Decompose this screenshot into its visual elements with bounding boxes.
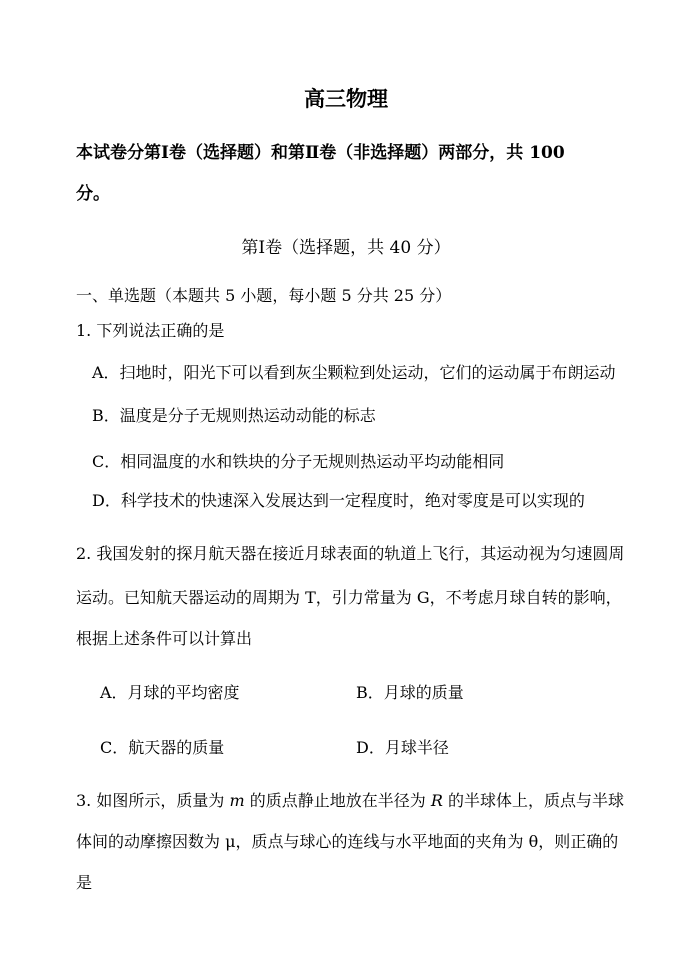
question-1-option-a: A．扫地时，阳光下可以看到灰尘颗粒到处运动，它们的运动属于布朗运动: [92, 363, 616, 382]
mass-symbol: m: [229, 791, 245, 810]
question-1-stem: 1. 下列说法正确的是: [76, 321, 225, 340]
question-3-stem-line-3: 是: [76, 873, 93, 892]
question-2-option-d: D．月球半径: [356, 738, 449, 757]
page-title: 高三物理: [304, 86, 388, 111]
question-2-option-b: B．月球的质量: [356, 683, 464, 702]
question-2-stem-line-1: 2. 我国发射的探月航天器在接近月球表面的轨道上飞行，其运动视为匀速圆周: [76, 544, 625, 563]
part1-heading: 第Ⅰ卷（选择题，共 40 分）: [241, 238, 451, 258]
question-3-stem-line-2: 体间的动摩擦因数为 μ，质点与球心的连线与水平地面的夹角为 θ，则正确的: [76, 832, 619, 851]
question-3-text-c: 的半球体上，质点与半球: [442, 791, 624, 810]
question-1-option-c: C．相同温度的水和铁块的分子无规则热运动平均动能相同: [92, 452, 505, 471]
question-1-option-b: B．温度是分子无规则热运动动能的标志: [92, 406, 376, 425]
question-3-stem-line-1: [76, 793, 624, 809]
question-2-option-a: A．月球的平均密度: [100, 683, 240, 702]
question-1-option-d: D．科学技术的快速深入发展达到一定程度时，绝对零度是可以实现的: [92, 491, 585, 510]
section1-heading: 一、单选题（本题共 5 小题，每小题 5 分共 25 分）: [76, 286, 452, 305]
intro-line-2: 分。: [76, 184, 110, 204]
question-2-stem-line-2: 运动。已知航天器运动的周期为 T，引力常量为 G，不考虑月球自转的影响，: [76, 588, 622, 607]
question-2-option-c: C．航天器的质量: [100, 738, 225, 757]
question-2-stem-line-3: 根据上述条件可以计算出: [76, 629, 253, 648]
intro-line-1: 本试卷分第Ⅰ卷（选择题）和第Ⅱ卷（非选择题）两部分，共 100: [76, 143, 565, 163]
radius-symbol: R: [430, 791, 443, 810]
question-3-text-a: 3. 如图所示，质量为: [76, 791, 230, 810]
question-3-text-b: 的质点静止地放在半径为: [244, 791, 431, 810]
